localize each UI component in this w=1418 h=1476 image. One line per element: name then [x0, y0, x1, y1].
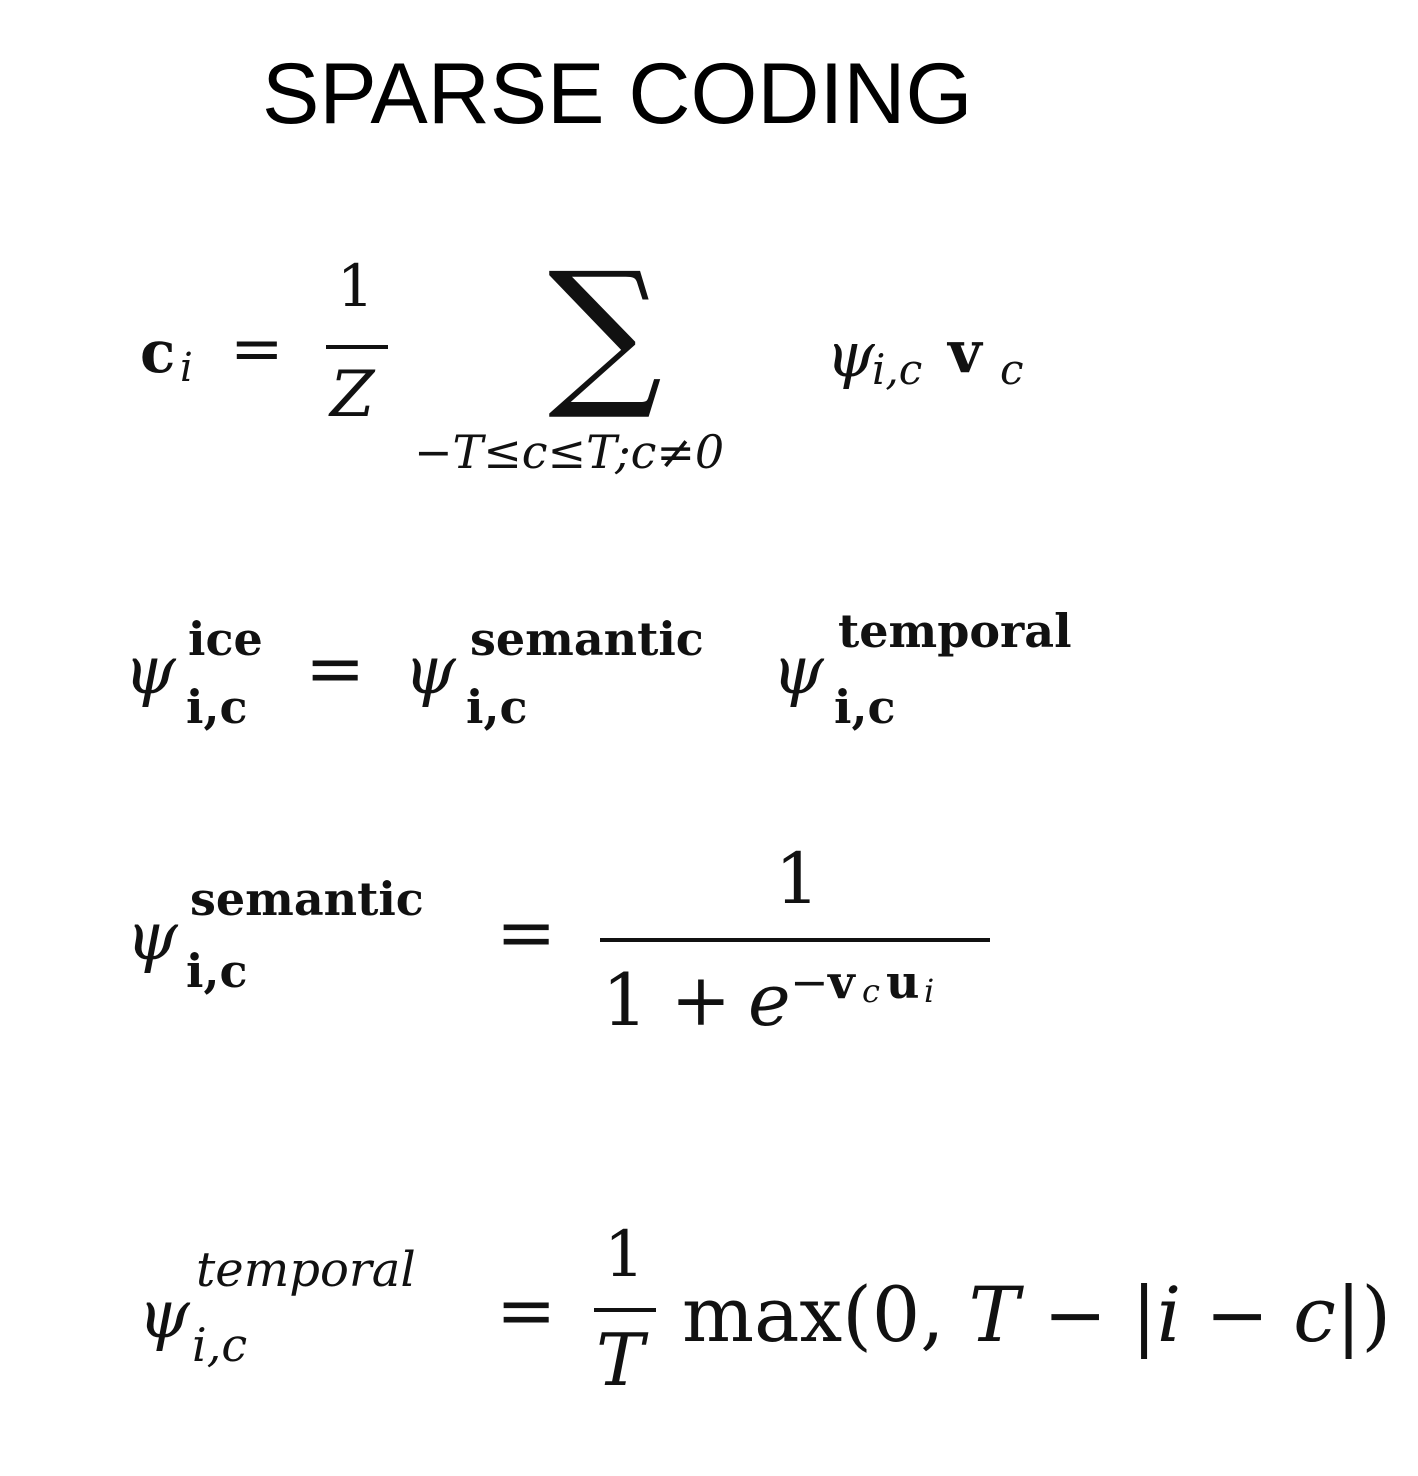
- eq4-minus-abs: − |: [1019, 1270, 1157, 1359]
- eq1-frac-num: 1: [337, 252, 374, 320]
- eq1-equals: =: [230, 312, 284, 386]
- eq2-mid-sub: i,c: [466, 680, 528, 734]
- eq1-psi-sub: i,c: [872, 345, 923, 394]
- eq4-close: |): [1335, 1270, 1392, 1359]
- eq1-sum-limits: −T≤c≤T;c≠0: [414, 425, 725, 479]
- eq3-den-e: e: [748, 958, 791, 1042]
- eq1-frac-den: Z: [330, 358, 375, 432]
- eq4-frac-num: 1: [604, 1218, 645, 1292]
- eq1-v-sub: c: [1000, 345, 1024, 394]
- eq4-max-text: max(0,: [682, 1270, 969, 1359]
- eq3-exp-u-sub: i: [924, 972, 935, 1010]
- eq1-frac-bar: [326, 345, 388, 349]
- eq3-exp-minus: −: [790, 955, 829, 1009]
- eq2-lhs-sub: i,c: [186, 680, 248, 734]
- eq2-right-sup: temporal: [838, 604, 1072, 658]
- eq2-right-psi: ψ: [772, 632, 824, 709]
- eq1-sum-symbol: ∑: [548, 237, 663, 424]
- eq2-right-sub: i,c: [834, 680, 896, 734]
- eq2-mid-sup: semantic: [470, 612, 704, 666]
- eq3-frac-num: 1: [775, 838, 820, 920]
- eq2-lhs-psi: ψ: [124, 632, 176, 709]
- eq4-i: i: [1156, 1270, 1182, 1359]
- eq3-equals: =: [496, 890, 557, 974]
- eq3-exp-v: v: [828, 955, 855, 1009]
- eq3-exp-v-sub: c: [862, 972, 880, 1010]
- eq3-lhs-sup: semantic: [190, 872, 424, 926]
- eq2-equals: =: [305, 626, 366, 710]
- eq3-lhs-psi: ψ: [126, 898, 178, 975]
- eq4-frac-bar: [594, 1308, 656, 1312]
- eq2-lhs-sup: ice: [188, 612, 263, 666]
- eq1-lhs-sub: i: [180, 345, 193, 391]
- eq4-equals: =: [496, 1268, 557, 1352]
- eq4-minus: −: [1181, 1270, 1294, 1359]
- eq4-lhs-sub: i,c: [192, 1318, 248, 1372]
- eq4-lhs-psi: ψ: [138, 1276, 190, 1353]
- eq4-rhs: [682, 1270, 1391, 1359]
- eq4-T: T: [968, 1270, 1020, 1359]
- eq3-frac-bar: [600, 938, 990, 942]
- eq1-v: v: [948, 318, 982, 386]
- page-title: SPARSE CODING: [262, 46, 973, 142]
- eq2-mid-psi: ψ: [404, 632, 456, 709]
- eq1-lhs-var: c: [140, 318, 176, 386]
- eq4-frac-den: T: [596, 1318, 645, 1402]
- eq4-c: c: [1293, 1270, 1336, 1359]
- eq4-lhs-sup: temporal: [196, 1242, 416, 1298]
- eq3-den-one-plus: 1 +: [602, 958, 732, 1042]
- eq3-exp-u: u: [886, 955, 920, 1009]
- eq1-psi: ψ: [826, 318, 875, 391]
- eq3-lhs-sub: i,c: [186, 944, 248, 998]
